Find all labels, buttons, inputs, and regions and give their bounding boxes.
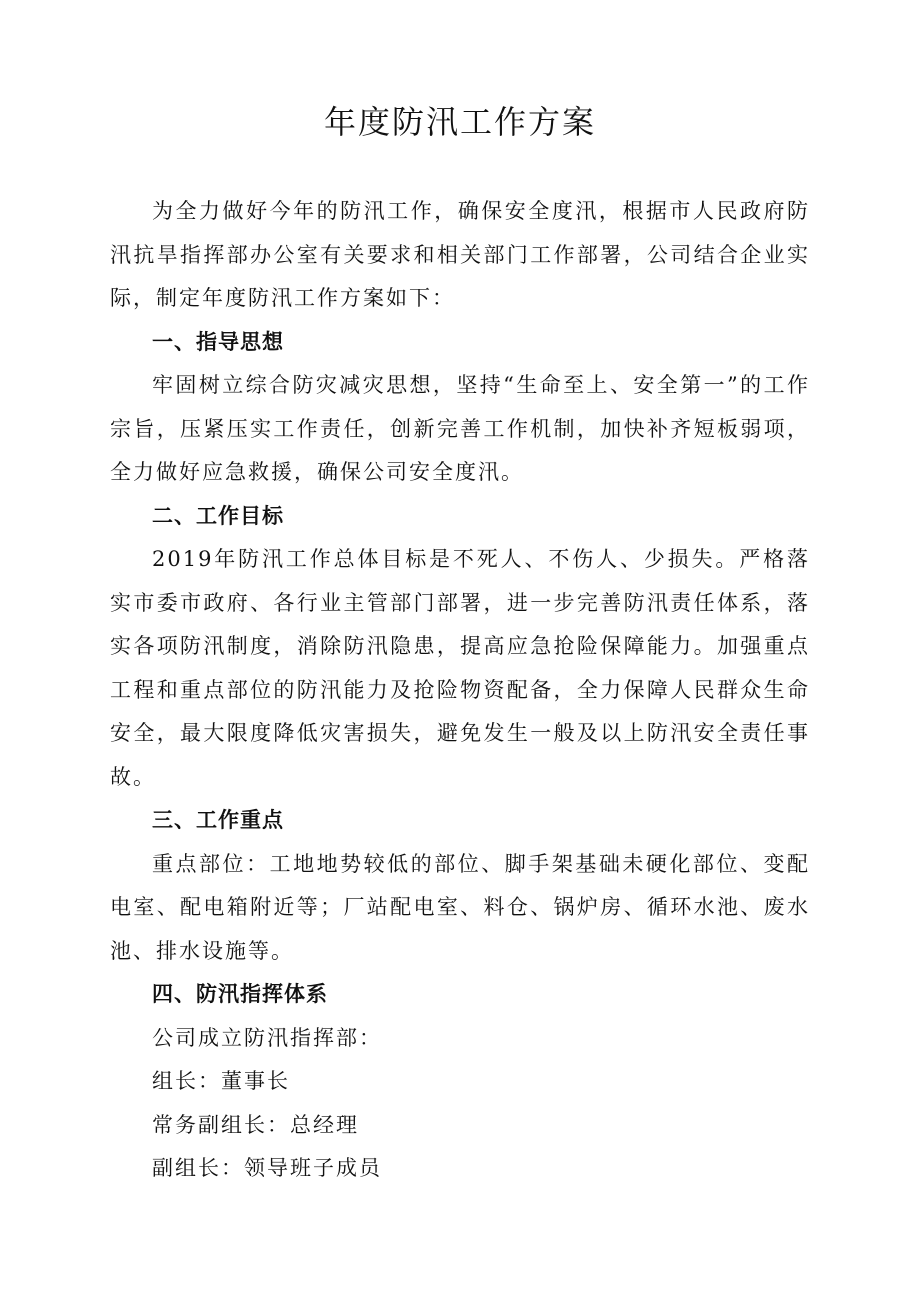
intro-paragraph: 为全力做好今年的防汛工作，确保安全度汛，根据市人民政府防汛抗旱指挥部办公室有关要求和相关部门工作部署，公司结合企业实际，制定年度防汛工作方案如下： [110, 199, 810, 310]
section-command-system [110, 973, 810, 1191]
section-work-goals [110, 495, 810, 800]
section-heading: 二、工作目标 [152, 503, 284, 528]
command-line-item: 公司成立防汛指挥部： [152, 1025, 382, 1050]
command-line-item: 组长：董事长 [152, 1069, 290, 1093]
section-paragraph: 牢固树立综合防灾减灾思想，坚持“生命至上、安全第一”的工作宗旨，压紧压实工作责任，创新完善工作机制，加快补齐短板弱项，全力做好应急救援，确保公司安全度汛。 [110, 373, 810, 484]
section-heading: 三、工作重点 [152, 808, 284, 832]
command-line-item: 副组长：领导班子成员 [152, 1156, 382, 1180]
section-paragraph: 重点部位：工地地势较低的部位、脚手架基础未硬化部位、变配电室、配电箱附近等；厂站配电室、料仓、锅炉房、循环水池、废水池、排水设施等。 [110, 851, 810, 963]
section-paragraph: 2019年防汛工作总体目标是不死人、不伤人、少损失。严格落实市委市政府、各行业主管部门部署，进一步完善防汛责任体系，落实各项防汛制度，消除防汛隐患，提高应急抢险保障能力。加强重点工程和重点部位的防汛能力及抢险物资配备，全力保障人民群众生命安全，最大限度降低灾害损失，避免发生一般及以上防汛安全责任事故。 [110, 547, 810, 789]
section-heading: 四、防汛指挥体系 [152, 982, 328, 1006]
command-line-item: 常务副组长：总经理 [152, 1112, 359, 1137]
document-title: 年度防汛工作方案 [323, 103, 596, 141]
section-work-focus [110, 799, 810, 973]
section-guiding-ideology [110, 321, 810, 495]
document-body [110, 190, 810, 1191]
section-heading: 一、指导思想 [152, 329, 284, 354]
